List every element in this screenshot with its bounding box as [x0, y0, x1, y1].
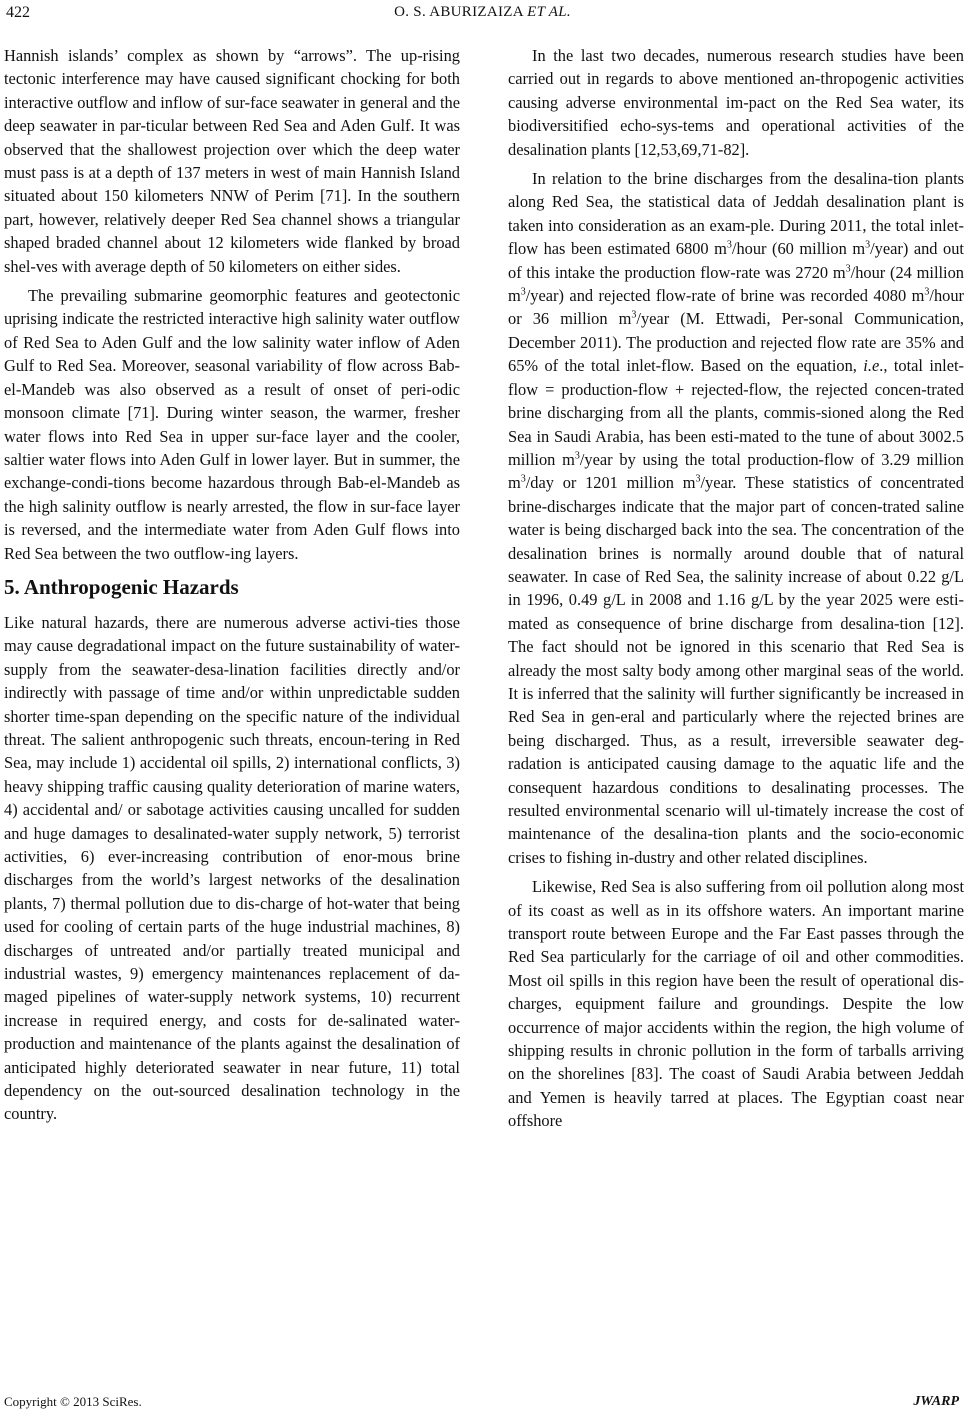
footer-journal: JWARP	[913, 1394, 959, 1409]
footer-copyright: Copyright © 2013 SciRes.	[4, 1394, 142, 1409]
section-heading: 5. Anthropogenic Hazards	[4, 574, 239, 599]
running-head	[0, 4, 965, 21]
paragraph: Likewise, Red Sea is also suffering from oil pollution along most of its coast as well as in its offshore waters. An important marine transport route between Europe and the Far East passes through the Red Sea particularly for the carriage of oil and other commodities. Most oil spills in this region have been the result of operational dis-charges, equipment failure and groundings. Despite the low occurrence of major accidents within the region, the high volume of shipping results in chronic pollution in the form of tarballs arriving on the shorelines [83]. The coast of Saudi Arabia between Jeddah and Yemen is heavily tarred at places. The Egyptian coast near offshore	[508, 877, 964, 1131]
paragraph: In the last two decades, numerous research studies have been carried out in regards to above mentioned an-thropogenic activities causing adverse environmental im-pact on the Red Sea water, its biodiversitified echo-sys-tems and operational activities of the desalination plants [12,53,69,71-82].	[508, 46, 964, 159]
left-column	[4, 44, 460, 1132]
paragraph: Hannish islands’ complex as shown by “arrows”. The up-rising tectonic interference may have caused significant chocking for both interactive outflow and inflow of sur-face seawater in general and the deep seawater in par-ticular between Red Sea and Aden Gulf. It was observed that the shallowest projection over which the deep water must pass is at a depth of 137 meters in west of main Hannish Island situated about 150 kilometers NNW of Perim [71]. In the southern part, however, relatively deeper Red Sea channel shows a triangular shaped braded channel about 12 kilometers wide flanked by broad shel-ves with average depth of 50 kilometers on either sides.	[4, 46, 460, 276]
right-column	[508, 44, 964, 1139]
running-head-authors: O. S. ABURIZAIZA	[394, 4, 524, 20]
paragraph: Like natural hazards, there are numerous adverse activi-ties those may cause degradational impact on the future sustainability of water-supply from the seawater-desa-lination facilities directly and/or indirectly with passage of time and/or within unpredictable sudden shorter time-span depending on the specific nature of the individual threat. The salient anthropogenic such threats, encoun-tering in Red Sea, may include 1) accidental oil spills, 2) international conflicts, 3) heavy shipping traffic causing quality deterioration of marine waters, 4) accidental and/ or sabotage activities causing uncalled for sudden and huge damages to desalinated-water supply network, 5) terrorist activities, 6) ever-increasing contribution of enor-mous brine discharges from the world’s largest networks of the desalination plants, 7) thermal pollution due to dis-charge of hot-water that being used for cooling of certain parts of the huge industrial machines, 8) discharges of untreated and/or partially treated municipal and industrial wastes, 9) emergency maintenances replacement of da-maged pipelines of water-supply network systems, 10) recurrent increase in required energy, and costs for de-salinated water-production and maintenance of the plants against the desalination of anticipated highly deteriorated seawater in near future, 11) total dependency on the out-sourced desalination technology in the country.	[4, 612, 460, 1124]
paragraph: The prevailing submarine geomorphic features and geotectonic uprising indicate the restricted interactive high salinity water outflow of Red Sea to Aden Gulf and the low salinity water inflow of Aden Gulf to Red Sea. Moreover, seasonal variability of flow across Bab-el-Mandeb was also observed as a result of onset of peri-odic monsoon climate [71]. During winter season, the warmer, fresher water flows into Red Sea in upper sur-face layer and the cooler, saltier water flows into Aden Gulf in lower layer. But in summer, the exchange-condi-tions become hazardous through Bab-el-Mandeb as the high salinity outflow is nearly arrested, the flow in sur-face layer is reversed, and the intermediate water from Aden Gulf flows into Red Sea between the two outflow-ing layers.	[4, 286, 460, 563]
running-head-etal: ET AL.	[527, 4, 571, 20]
page-number: 422	[6, 4, 30, 21]
paragraph-brine: In relation to the brine discharges from the desalina-tion plants along Red Sea, the statistical data of Jeddah desalination plant is taken into consideration as an exam-ple. During 2011, the total inlet-flow has been estimated 6800 $m^3$/hour (60 million $m^3/year$) and out of this intake the production flow-rate was 2720 $m^3$/hour (24 million $m^3/year$) and rejected flow-rate of brine was recorded 4080 $m^3$/hour or 36 million $m^3$/year (M. Ettwadi, Per-sonal Communication, December 2011). The production and rejected flow rate are 35% and 65% of the total inlet-flow. Based on the equation, i.e., total inlet-flow = production-flow + rejected-flow, the rejected concen-trated brine discharging from all the plants, commis-sioned along the Red Sea in Saudi Arabia, has been esti-mated to the tune of about 3002.5 million $m^3$/year by using the total production-flow of 3.29 million $m^3$/day or 1201 million $m^3$/year. These statistics of concentrated brine-discharges indicate that the major part of concen-trated saline water is being discharged back into the sea. The concentration of the desalination brines is normally around double that of natural seawater. In case of Red Sea, the salinity increase of about 0.22 g/L in 1996, 0.49 g/L in 2008 and 1.16 g/L by the year 2025 were esti-mated as consequence of brine discharge from desalina-tion [12]. The fact should not be ignored in this scenario that Red Sea is already the most salty body among other marginal seas of the world. It is inferred that the salinity will further significantly be increased in Red Sea in gen-eral and particularly where the rejected brines are being discharged. Thus, as a result, irreversible seawater deg-radation is anticipated causing damage to the aquatic life and the consequent hazardous conditions to desalinating processes. The resulted environmental scenario will ul-timately increase the cost of maintenance of the desalina-tion plants and the socio-economic crises to fishing in-dustry and other related disciplines.	[508, 169, 965, 867]
